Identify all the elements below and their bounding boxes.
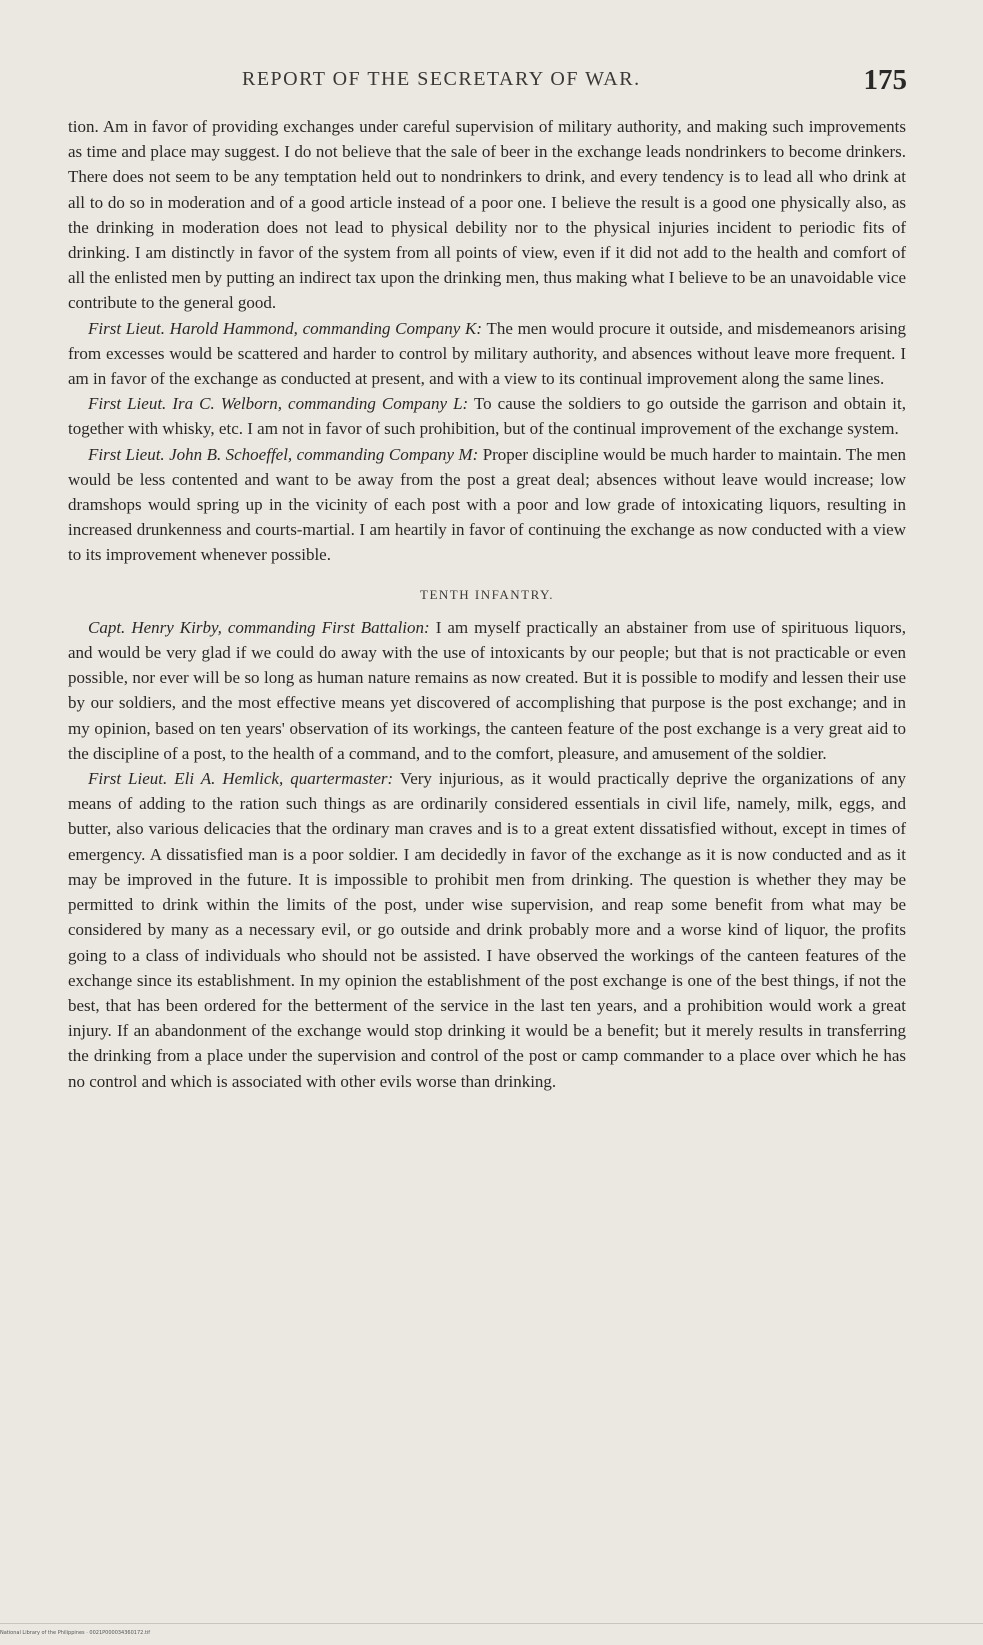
speaker-attribution: First Lieut. Harold Hammond, commanding Company K:	[88, 318, 483, 338]
paragraph	[68, 766, 906, 1094]
paragraph	[68, 442, 906, 568]
paragraph	[68, 114, 906, 316]
page-number: 175	[863, 64, 907, 96]
paragraph-text: Proper discipline would be much harder to maintain. The men would be less contented and want to be away from the post a great deal; absences without leave would increase; low dramshops would spring up in the vicinity of each post with a poor and low grade of intoxicating liquors, resulting in increased drunkenness and courts-martial. I am heartily in favor of continuing the exchange as now conducted with a view to its improvement whenever possible.	[68, 444, 906, 565]
paragraph	[68, 391, 906, 441]
paragraph-text: Very injurious, as it would practically deprive the organizations of any means of adding to the ration such things as are ordinarily considered essentials in civil life, namely, milk, eggs, and butter, also various delicacies that the ordinary man craves and is to a great extent dissatisfied without, except in times of emergency. A dissatisfied man is a poor soldier. I am decidedly in favor of the exchange as it is now conducted and as it may be improved in the future. It is impossible to prohibit men from drinking. The question is whether they may be permitted to drink within the limits of the post, under wise supervision, and reap some benefit from what may be considered by many as a necessary evil, or go outside and drink probably more and a worse kind of liquor, the profits going to a class of individuals who should not be assisted. I have observed the workings of the canteen features of the exchange since its establishment. In my opinion the establishment of the post exchange is one of the best things, if not the best, that has been ordered for the betterment of the service in the last ten years, and a prohibition would work a great injury. If an abandonment of the exchange would stop drinking it would be a benefit; but it merely results in transferring the drinking from a place under the supervision and control of the post or camp commander to a place over which he has no control and which is associated with other evils worse than drinking.	[68, 769, 906, 1091]
paragraph-text: I am myself practically an abstainer from use of spirituous liquors, and would be very glad if we could do away with the use of intoxicants by our people; but that is not practicable or even possible, nor ever will be so long as human nature remains as now created. But it is possible to modify and lessen their use by our soldiers, and the most effective means yet discovered of accomplishing that purpose is the post exchange; and in my opinion, based on ten years' observation of its workings, the canteen feature of the post exchange is a very great aid to the discipline of a post, to the health of a command, and to the comfort, pleasure, and amusement of the soldier.	[68, 617, 906, 763]
speaker-attribution: Capt. Henry Kirby, commanding First Battalion:	[88, 617, 430, 637]
section-heading: TENTH INFANTRY.	[420, 586, 554, 602]
paragraph-text: The men would procure it outside, and misdemeanors arising from excesses would be scattered and harder to control by military authority, and absences without leave more frequent. I am in favor of the exchange as conducted at present, and with a view to its continual improvement along the same lines.	[68, 318, 907, 389]
speaker-attribution: First Lieut. Eli A. Hemlick, quartermaster:	[88, 769, 394, 789]
paragraph-text: To cause the soldiers to go outside the garrison and obtain it, together with whisky, etc. I am not in favor of such prohibition, but of the continual improvement of the exchange system.	[68, 394, 906, 439]
speaker-attribution: First Lieut. John B. Schoeffel, commanding Company M:	[88, 444, 479, 464]
speaker-attribution: First Lieut. Ira C. Welborn, commanding Company L:	[88, 394, 469, 414]
paragraph	[68, 316, 906, 392]
paragraph	[68, 615, 906, 766]
scan-footer-mark: National Library of the Philippines · 0021P000034360172.tif	[0, 1630, 151, 1636]
body-text	[68, 114, 906, 1094]
running-head: REPORT OF THE SECRETARY OF WAR.	[242, 68, 641, 90]
paragraph-text: tion. Am in favor of providing exchanges under careful supervision of military authority, and making such improvements as time and place may suggest. I do not believe that the sale of beer in the exchange leads nondrinkers to become drinkers. There does not seem to be any temptation held out to nondrinkers to drink, and every tendency is to lead all who drink at all to do so in moderation and of a good article instead of a poor one. I believe the result is a good one physically also, as the drinking in moderation does not lead to physical debility nor to the physical injuries incident to periodic fits of drinking. I am distinctly in favor of the system from all points of view, even if it did not add to the health and comfort of all the enlisted men by putting an indirect tax upon the drinking men, thus making what I believe to be an unavoidable vice contribute to the general good.	[68, 117, 906, 313]
footer-divider	[0, 1623, 983, 1624]
page-header	[72, 64, 907, 104]
